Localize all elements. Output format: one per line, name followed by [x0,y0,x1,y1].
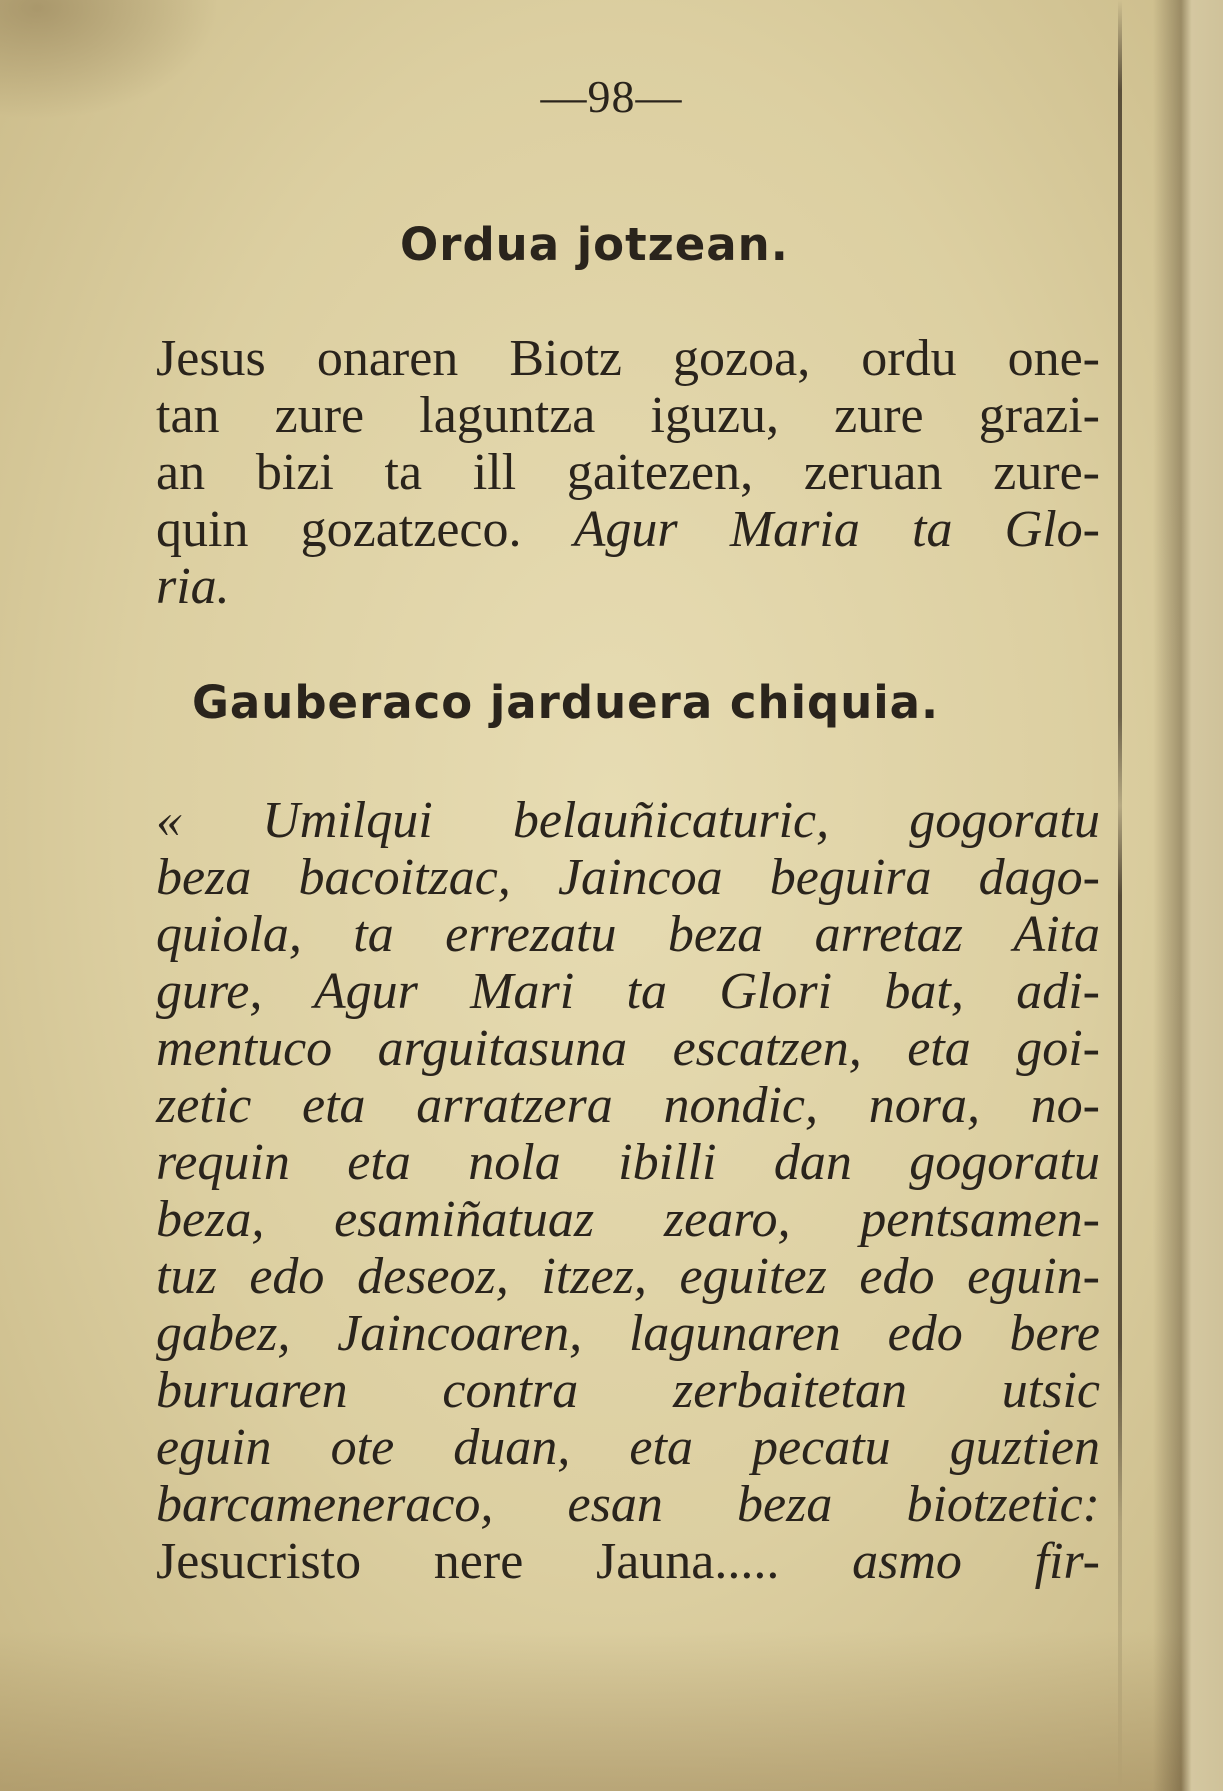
text-line: quin gozatzeco. Agur Maria ta Glo- [156,501,1100,558]
text-line: tuz edo deseoz, itzez, eguitez edo eguin- [156,1248,1100,1305]
text-line: gabez, Jaincoaren, lagunaren edo bere [156,1305,1100,1362]
text-line: tan zure laguntza iguzu, zure grazi- [156,387,1100,444]
text-line: zetic eta arratzera nondic, nora, no- [156,1077,1100,1134]
section-heading-ordua: Ordua jotzean. [400,218,789,271]
text-line: barcameneraco, esan beza biotzetic: [156,1476,1100,1533]
page-stain-bottom [0,1631,1223,1791]
page-crease [1118,0,1122,1791]
text-line: eguin ote duan, eta pecatu guztien [156,1419,1100,1476]
text-line: beza bacoitzac, Jaincoa beguira dago- [156,849,1100,906]
text-line: mentuco arguitasuna escatzen, eta goi- [156,1020,1100,1077]
page-number: —98— [540,71,683,122]
paragraph-ordua [156,330,1100,615]
text-line: gure, Agur Mari ta Glori bat, adi- [156,963,1100,1020]
text-line: ria. [156,558,230,615]
text-line: beza, esamiñatuaz zearo, pentsamen- [156,1191,1100,1248]
text-line: « Umilqui belauñicaturic, gogoratu [156,792,1100,849]
text-line: an bizi ta ill gaitezen, zeruan zure- [156,444,1100,501]
text-line: buruaren contra zerbaitetan utsic [156,1362,1100,1419]
text-line: Jesus onaren Biotz gozoa, ordu one- [156,330,1100,387]
text-line: Jesucristo nere Jauna..... asmo fir- [156,1533,1100,1590]
page-edge [1153,0,1223,1791]
text-line: requin eta nola ibilli dan gogoratu [156,1134,1100,1191]
paragraph-gauberaco [156,792,1100,1590]
text-line: quiola, ta errezatu beza arretaz Aita [156,906,1100,963]
section-heading-gauberaco: Gauberaco jarduera chiquia. [192,676,940,729]
